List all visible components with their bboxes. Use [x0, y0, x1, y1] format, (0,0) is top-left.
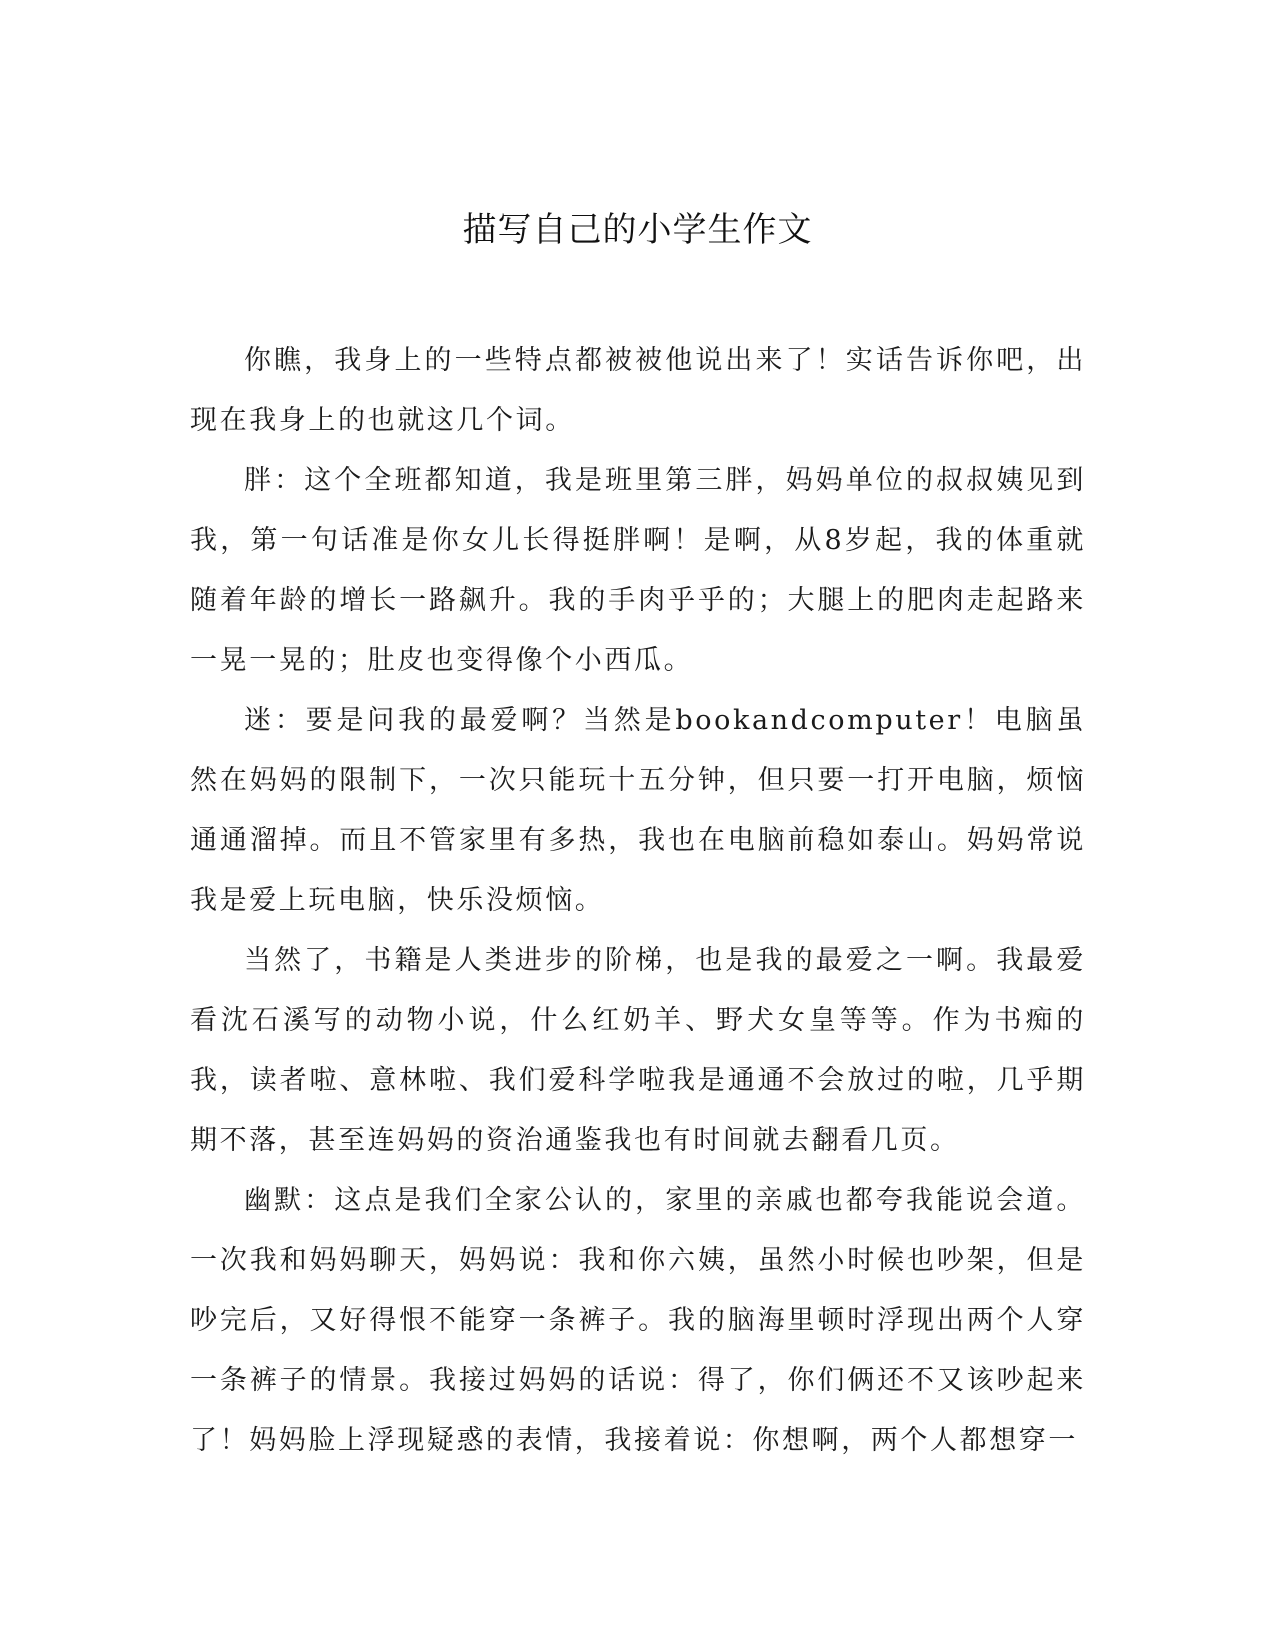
paragraph: 胖：这个全班都知道，我是班里第三胖，妈妈单位的叔叔姨见到我，第一句话准是你女儿长得挺胖啊！是啊，从8岁起，我的体重就随着年龄的增长一路飙升。我的手肉乎乎的；大腿上的肥肉走起路来一晃一晃的；肚皮也变得像个小西瓜。	[190, 465, 1086, 676]
paragraph: 当然了，书籍是人类进步的阶梯，也是我的最爱之一啊。我最爱看沈石溪写的动物小说，什么红奶羊、野犬女皇等等。作为书痴的我，读者啦、意林啦、我们爱科学啦我是通通不会放过的啦，几乎期期不落，甚至连妈妈的资治通鉴我也有时间就去翻看几页。	[190, 945, 1086, 1156]
document-title: 描写自己的小学生作文	[462, 210, 813, 250]
document-body	[190, 331, 1086, 1471]
paragraph: 幽默：这点是我们全家公认的，家里的亲戚也都夸我能说会道。一次我和妈妈聊天，妈妈说：我和你六姨，虽然小时候也吵架，但是吵完后，又好得恨不能穿一条裤子。我的脑海里顿时浮现出两个人穿一条裤子的情景。我接过妈妈的话说：得了，你们俩还不又该吵起来了！妈妈脸上浮现疑惑的表情，我接着说：你想啊，两个人都想穿一	[190, 1185, 1086, 1456]
paragraph: 迷：要是问我的最爱啊？当然是bookandcomputer！电脑虽然在妈妈的限制下，一次只能玩十五分钟，但只要一打开电脑，烦恼通通溜掉。而且不管家里有多热，我也在电脑前稳如泰山。妈妈常说我是爱上玩电脑，快乐没烦恼。	[190, 705, 1086, 916]
paragraph: 你瞧，我身上的一些特点都被被他说出来了！实话告诉你吧，出现在我身上的也就这几个词。	[190, 345, 1086, 436]
